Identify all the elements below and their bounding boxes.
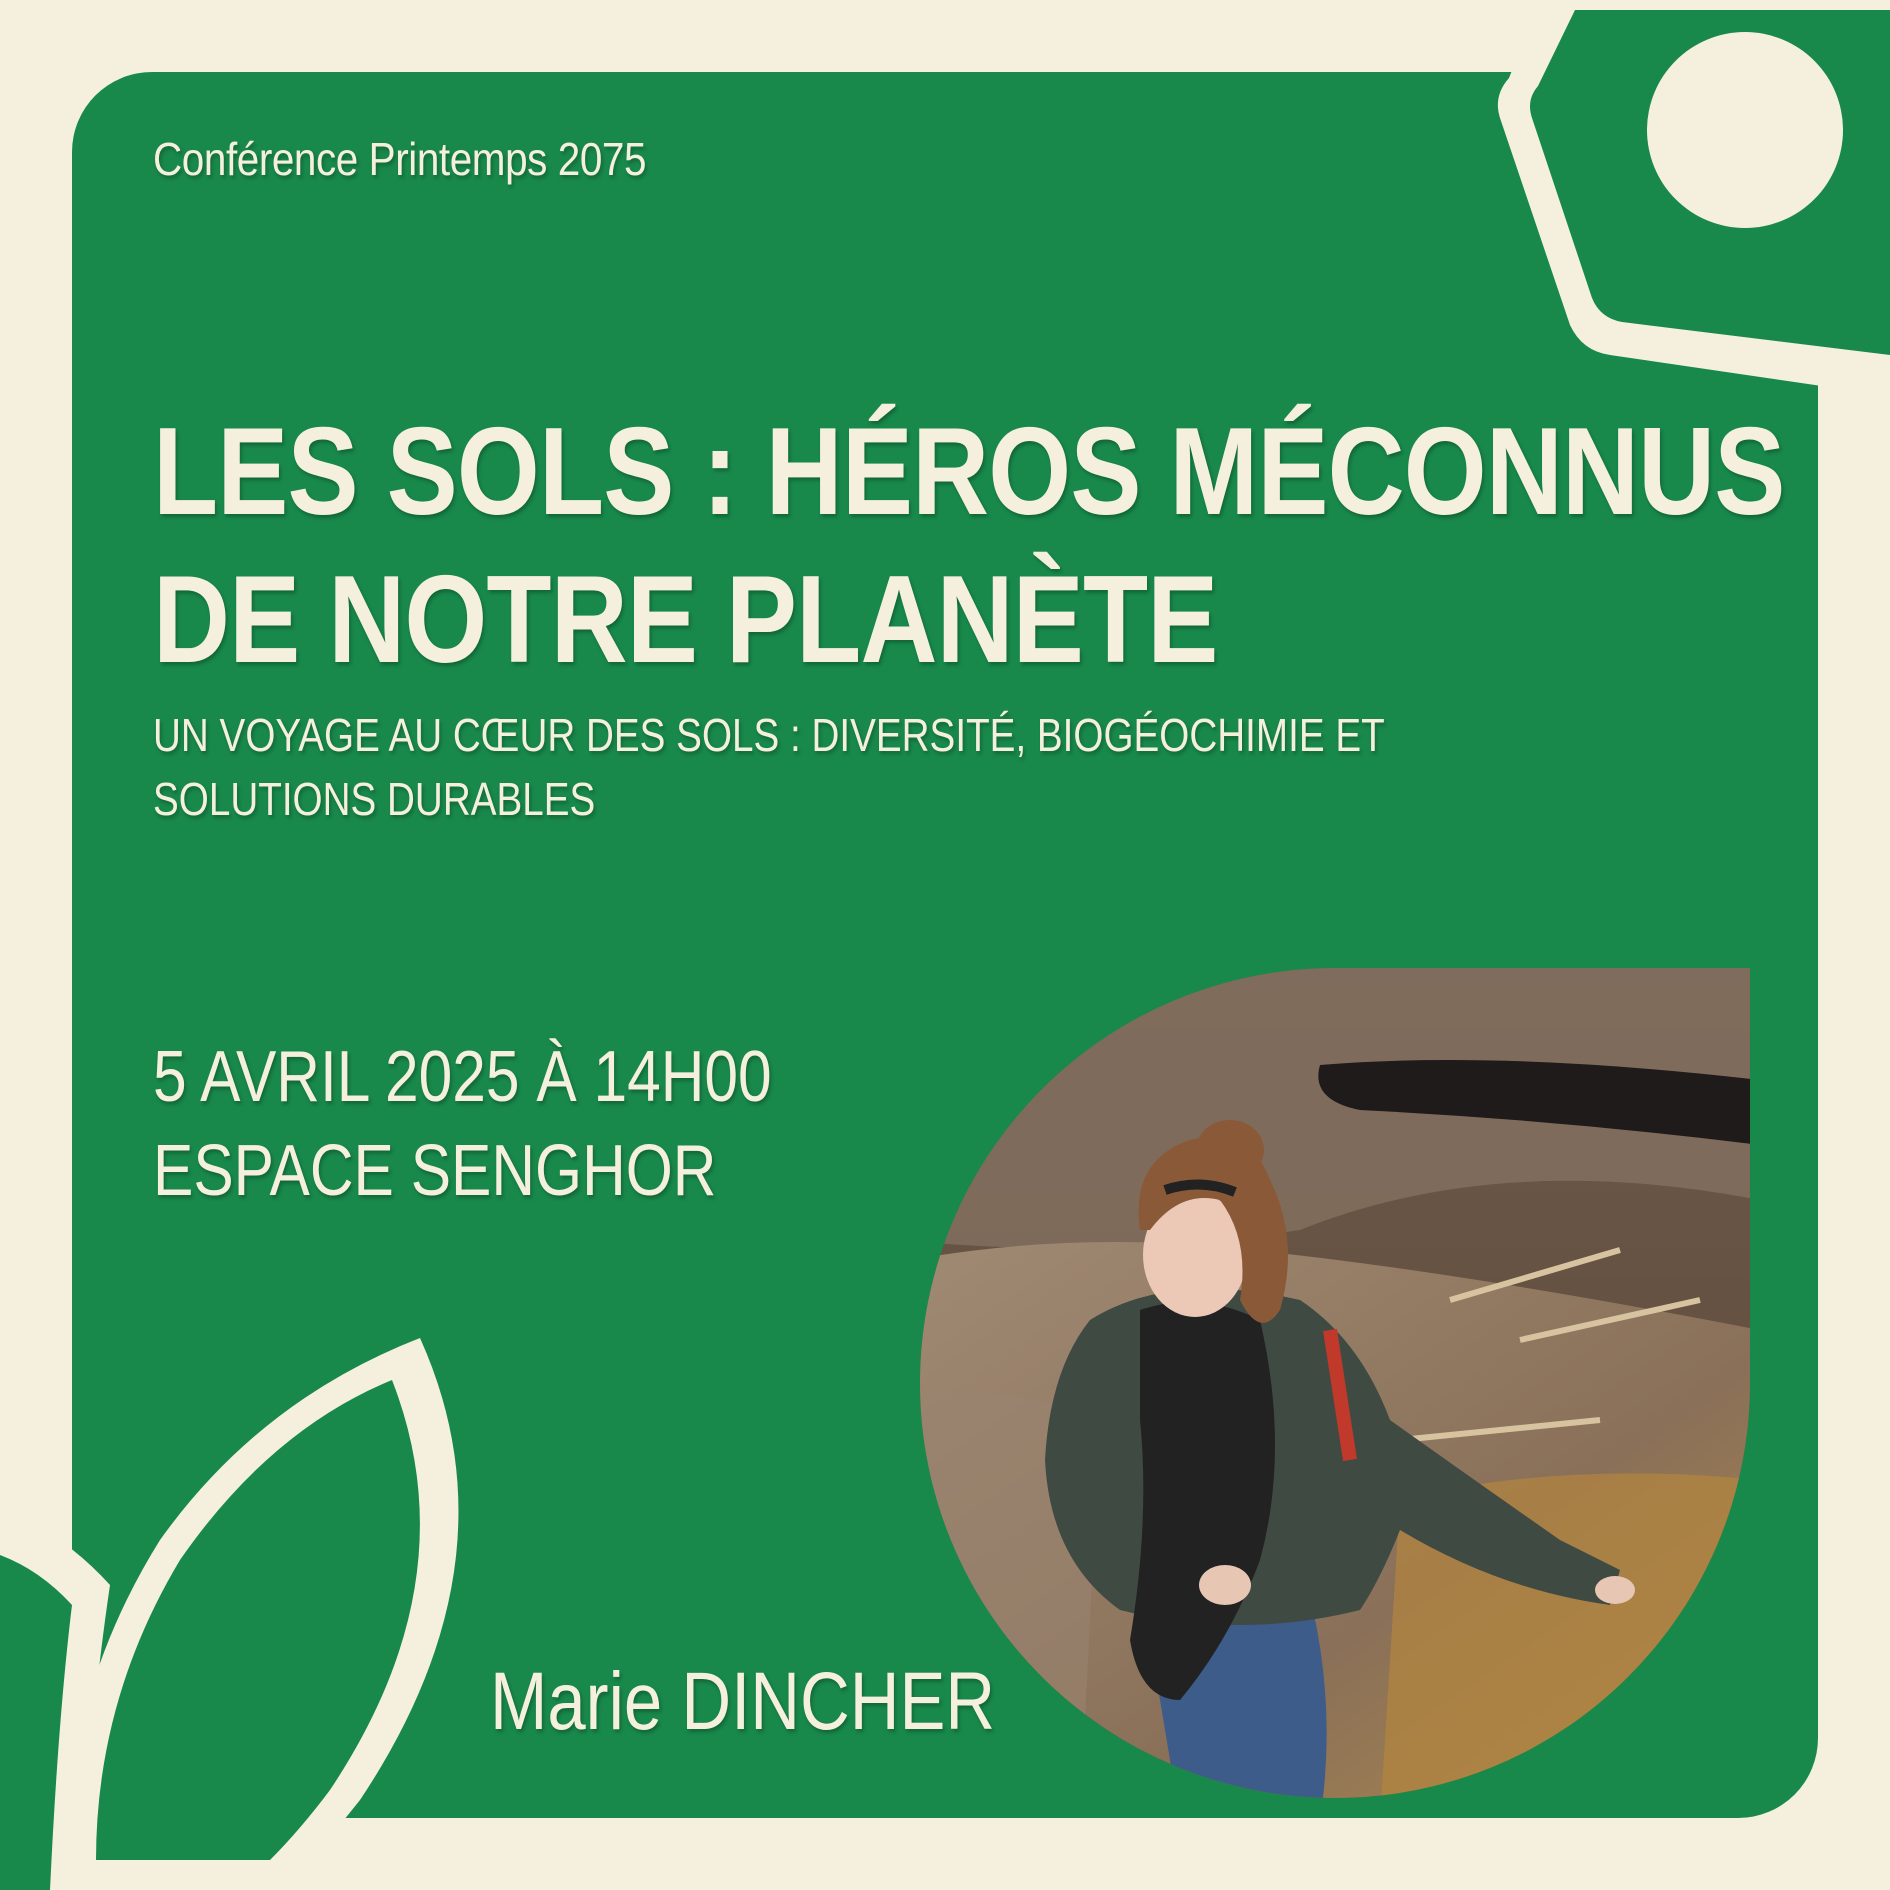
event-kicker: Conférence Printemps 2075: [153, 133, 647, 185]
title-line: DE NOTRE PLANÈTE: [153, 551, 1218, 689]
subtitle-line: SOLUTIONS DURABLES: [153, 773, 596, 825]
event-date-time: 5 AVRIL 2025 À 14H00: [153, 1037, 772, 1117]
event-title: [153, 398, 1785, 694]
event-subtitle: [153, 703, 1385, 831]
event-venue: ESPACE SENGHOR: [153, 1131, 717, 1211]
subtitle-line: UN VOYAGE AU CŒUR DES SOLS : DIVERSITÉ, BIOGÉOCHIMIE ET: [153, 709, 1385, 761]
speaker-name: Marie DINCHER: [490, 1656, 996, 1747]
event-date-venue: [153, 1030, 772, 1218]
title-line: LES SOLS : HÉROS MÉCONNUS: [153, 403, 1785, 541]
